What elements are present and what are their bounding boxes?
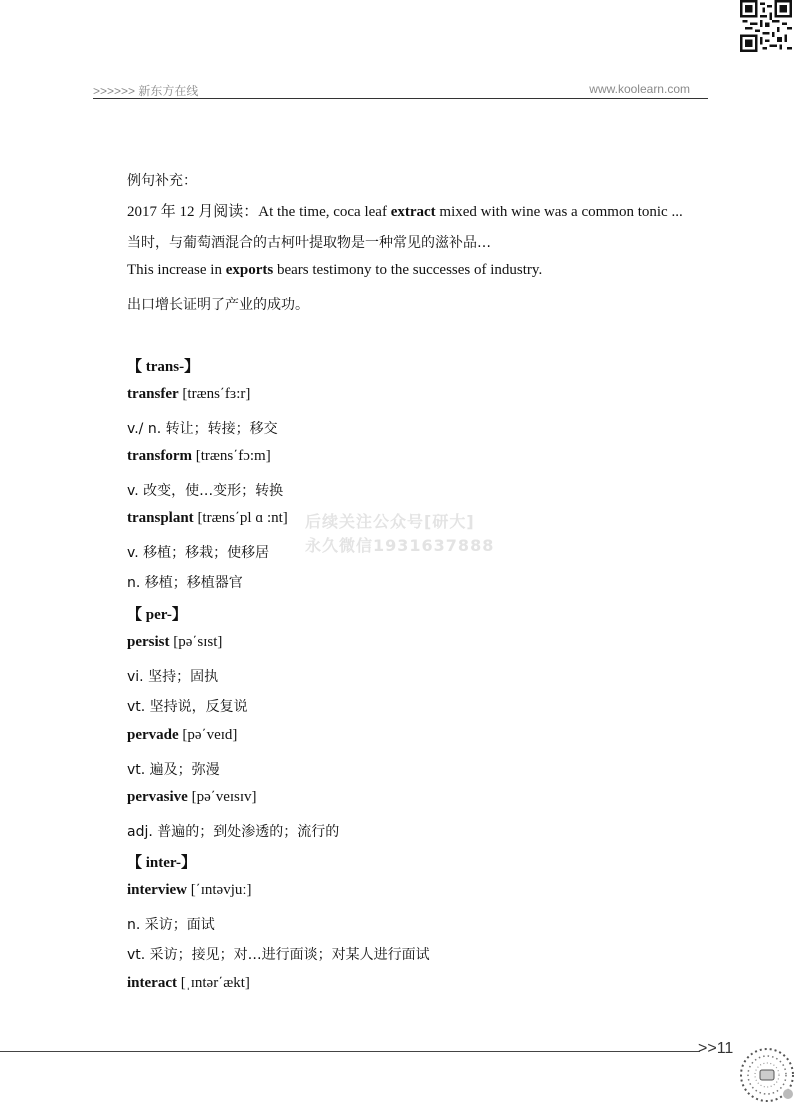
- example-1-prefix: 2017 年 12 月阅读：At the time, coca leaf: [127, 204, 391, 220]
- prefix-heading-per: 【 per-】: [127, 607, 187, 623]
- headword: transfer: [127, 386, 179, 402]
- example-2-translation: 出口增长证明了产业的成功。: [127, 297, 309, 313]
- dotted-circle-badge-icon: [738, 1046, 796, 1104]
- phonetic: [træns΄pl ɑ :nt]: [193, 510, 288, 526]
- example-2-keyword: exports: [225, 262, 274, 278]
- phonetic: [pə΄sɪst]: [169, 634, 223, 650]
- word-entry-pervasive: [127, 789, 257, 806]
- headword: interview: [127, 882, 187, 898]
- prefix-heading-inter: 【 inter-】: [127, 855, 197, 871]
- phonetic: [pə΄veɪd]: [178, 727, 238, 743]
- word-entry-pervade: [127, 727, 237, 744]
- phonetic: [΄ɪntəvjuː]: [186, 882, 252, 898]
- definition-transplant-noun: n. 移植；移植器官: [127, 575, 243, 591]
- phonetic: [pə΄veɪsɪv]: [187, 789, 257, 805]
- phonetic: [træns΄fɜ:r]: [178, 386, 251, 402]
- section-title: 例句补充：: [127, 173, 197, 189]
- watermark-line-1: 后续关注公众号[研大]: [305, 512, 475, 531]
- header-brand: >>>>>> 新东方在线: [93, 84, 199, 98]
- page-number: >>11: [698, 1040, 734, 1057]
- headword: transform: [127, 448, 192, 464]
- headword: pervade: [127, 727, 179, 743]
- definition-transplant-verb: v. 移植；移栽；使移居: [127, 545, 270, 561]
- definition-pervade: vt. 遍及；弥漫: [127, 762, 220, 778]
- definition-transform: v. 改变，使…变形；转换: [127, 483, 284, 499]
- definition-persist-vi: vi. 坚持；固执: [127, 669, 219, 685]
- prefix-heading-trans: 【 trans-】: [127, 359, 200, 375]
- phonetic: [træns΄fɔ:m]: [191, 448, 271, 464]
- header-url: www.koolearn.com: [589, 82, 690, 96]
- word-entry-transplant: [127, 510, 288, 527]
- example-2-suffix: bears testimony to the successes of industry.: [273, 262, 543, 278]
- watermark: [305, 510, 494, 558]
- example-1-translation: 当时，与葡萄酒混合的古柯叶提取物是一种常见的滋补品…: [127, 235, 491, 251]
- example-1-suffix: mixed with wine was a common tonic ...: [435, 204, 683, 220]
- definition-interview-verb: vt. 采访；接见；对…进行面谈；对某人进行面试: [127, 947, 430, 963]
- definition-persist-vt: vt. 坚持说，反复说: [127, 699, 248, 715]
- word-entry-interact: [127, 975, 250, 992]
- page-header: [93, 80, 708, 99]
- headword: pervasive: [127, 789, 188, 805]
- word-entry-transfer: [127, 386, 250, 403]
- example-sentence-1: [127, 200, 683, 221]
- definition-interview-noun: n. 采访；面试: [127, 917, 215, 933]
- word-entry-transform: [127, 448, 271, 465]
- definition-transfer: v./ n. 转让；转接；移交: [127, 421, 278, 437]
- example-sentence-2: [127, 262, 542, 279]
- headword: persist: [127, 634, 170, 650]
- headword: interact: [127, 975, 177, 991]
- example-2-prefix: This increase in: [127, 262, 226, 278]
- qr-code-icon: [738, 0, 794, 52]
- word-entry-interview: [127, 882, 252, 899]
- definition-pervasive: adj. 普遍的；到处渗透的；流行的: [127, 824, 340, 840]
- word-entry-persist: [127, 634, 222, 651]
- example-1-keyword: extract: [390, 204, 436, 220]
- headword: transplant: [127, 510, 194, 526]
- watermark-line-2: 永久微信1931637888: [305, 536, 495, 555]
- footer-divider: [0, 1051, 700, 1052]
- phonetic: [ˌɪntər΄ækt]: [176, 975, 250, 991]
